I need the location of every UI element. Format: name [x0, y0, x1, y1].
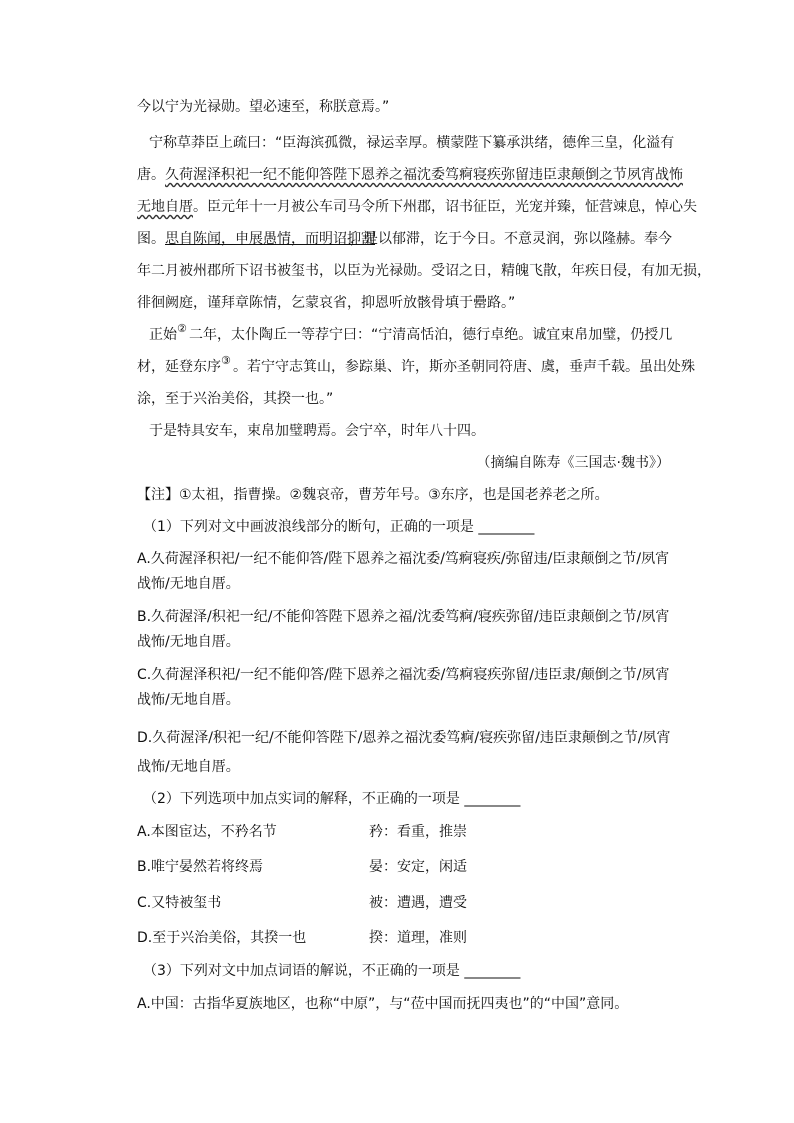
question-1-option-d-cont: 战怖/无地自厝。: [137, 759, 240, 775]
question-1-option-c-cont: 战怖/无地自厝。: [137, 692, 240, 708]
passage-line: 涂，至于兴治美俗，其揆一也。”: [137, 391, 334, 407]
text-segment: 图。: [137, 231, 165, 247]
text-segment: 。臣元年十一月被公车司马令所下州郡，诏书征臣，光宠并臻，怔营竦息，悼心失: [193, 199, 697, 215]
document-page: 今以宁为光禄勋。望必速至，称朕意焉。” 宁称草莽臣上疏曰：“臣海滨孤微，禄运幸厚。横蒙陛下纂承洪绪，德侔三皇，化溢有 唐。 久荷渥泽积祀一纪不能仰答陛下恩养之福沈委笃痾寝疾弥留违臣隶颠倒之节夙宵战怖 无地自厝 。臣元年十一月被公车司马令所下州郡，诏书征臣，光宠并臻，怔营竦息，悼心失 图。 思自陈闻，申展愚情，而明诏抑割 ，是以郁滞，讫于今日。不意灵润，弥以隆赫。奉今 年二月被州郡所下诏书被玺书，以臣为光禄勋。受诏之日，精魄飞散，年疾日侵，有加无损， 徘徊阙庭，谨拜章陈情，乞蒙哀省，抑恩听放骸骨填于罍路。” 正始 ② 二年，太仆陶丘一等荐宁曰：“宁清高恬泊，德行卓绝。诚宜束帛加璧，仍授几 材，延登东序 ③ 。若宁守志箕山，参踪巢、许，斯亦圣朝同符唐、虞，垂声千载。虽出处殊 涂，至于兴治美俗，其揆一也。” 于是特具安车，束帛加璧聘焉。会宁卒，时年八十四。 （摘编自陈寿《三国志·魏书》） 【注】①太祖，指曹操。②魏哀帝，曹芳年号。③东序，也是国老养老之所。 （1）下列对文中画波浪线部分的断句，正确的一项是 ________ A.久荷渥泽积祀/一纪不能仰答/陛下恩养之福沈委/笃痾寝疾/弥留违/臣隶颠倒之节/夙宵 战怖/无地自厝。 B.久荷渥泽/积祀一纪/不能仰答陛下恩养之福/沈委笃痾/寝疾弥留/违臣隶颠倒之节/夙宵 战怖/无地自厝。 C.久荷渥泽积祀/一纪不能仰答/陛下恩养之福沈委/笃痾寝疾弥留/违臣隶/颠倒之节/夙宵 战怖/无地自厝。 D.久荷渥泽/积祀一纪/不能仰答陛下/恩养之福沈委笃痾/寝疾弥留/违臣隶颠倒之节/夙宵 战怖/无地自厝。 （2）下列选项中加点实词的解释，不正确的一项是 ________ A.本图宦达，不矜名节 矜：看重，推崇 B.唯宁晏然若将终焉 晏：安定，闲适 C.又特被玺书 被：遭遇，遭受 D.至于兴治美俗，其揆一也 揆：道理，准则 （3）下列对文中加点词语的解说，不正确的一项是 ________ A.中国：古指华夏族地区，也称“中原”，与“莅中国而抚四夷也”的“中国”意同。: [137, 99, 711, 1012]
question-3-stem: （3）下列对文中加点词语的解说，不正确的一项是 ________: [143, 963, 521, 979]
passage-line: 年二月被州郡所下诏书被玺书，以臣为光禄勋。受诏之日，精魄飞散，年疾日侵，有加无损，: [137, 263, 711, 279]
answer-blank[interactable]: ________: [464, 791, 521, 807]
question-1-stem: （1）下列对文中画波浪线部分的断句，正确的一项是 ________: [143, 519, 535, 535]
question-1-option-c[interactable]: C.久荷渥泽积祀/一纪不能仰答/陛下恩养之福沈委/笃痾寝疾弥留/违臣隶/颠倒之节/夙宵: [137, 667, 670, 683]
text-segment: ，是以郁滞，讫于今日。不意灵润，弥以隆赫。奉今: [350, 231, 672, 247]
passage-line: 今以宁为光禄勋。望必速至，称朕意焉。”: [137, 99, 390, 115]
passage-line: 于是特具安车，束帛加璧聘焉。会宁卒，时年八十四。: [149, 423, 485, 439]
question-1-option-a-cont: 战怖/无地自厝。: [137, 576, 240, 592]
underlined-text: 思自陈闻，申展愚情，而明诏抑割: [165, 231, 375, 247]
answer-blank[interactable]: ________: [464, 963, 521, 979]
text-segment: 唐。: [137, 167, 165, 183]
passage-line: 徘徊阙庭，谨拜章陈情，乞蒙哀省，抑恩听放骸骨填于罍路。”: [137, 295, 516, 311]
wavy-underlined-text: 无地自厝: [137, 199, 193, 215]
text-segment: 。若宁守志箕山，参踪巢、许，斯亦圣朝同符唐、虞，垂声千载。虽出处殊: [233, 359, 695, 375]
question-1-option-d[interactable]: D.久荷渥泽/积祀一纪/不能仰答陛下/恩养之福沈委笃痾/寝疾弥留/违臣隶颠倒之节/夙宵: [137, 730, 671, 746]
text-segment: 二年，太仆陶丘一等荐宁曰：“宁清高恬泊，德行卓绝。诚宜束帛加璧，仍授几: [189, 327, 673, 343]
question-1-option-a[interactable]: A.久荷渥泽积祀/一纪不能仰答/陛下恩养之福沈委/笃痾寝疾/弥留违/臣隶颠倒之节/夙宵: [137, 551, 670, 567]
note-marker-3: ③: [221, 354, 231, 367]
answer-blank[interactable]: ________: [478, 519, 535, 535]
text-segment: 正始: [149, 327, 177, 343]
question-1-option-b-cont: 战怖/无地自厝。: [137, 634, 240, 650]
passage-line: 宁称草莽臣上疏曰：“臣海滨孤微，禄运幸厚。横蒙陛下纂承洪绪，德侔三皇，化溢有: [149, 135, 675, 151]
text-segment: 材，延登东序: [137, 359, 221, 375]
annotation-notes: 【注】①太祖，指曹操。②魏哀帝，曹芳年号。③东序，也是国老养老之所。: [137, 487, 609, 503]
wavy-underlined-text: 久荷渥泽积祀一纪不能仰答陛下恩养之福沈委笃痾寝疾弥留违臣隶颠倒之节夙宵战怖: [165, 167, 683, 183]
question-1-option-b[interactable]: B.久荷渥泽/积祀一纪/不能仰答陛下恩养之福/沈委笃痾/寝疾弥留/违臣隶颠倒之节/夙宵: [137, 609, 670, 625]
question-2-stem: （2）下列选项中加点实词的解释，不正确的一项是 ________: [143, 791, 521, 807]
note-marker-2: ②: [177, 322, 187, 335]
source-citation: （摘编自陈寿《三国志·魏书》）: [476, 455, 670, 471]
question-3-option-a[interactable]: A.中国：古指华夏族地区，也称“中原”，与“莅中国而抚四夷也”的“中国”意同。: [137, 996, 629, 1012]
